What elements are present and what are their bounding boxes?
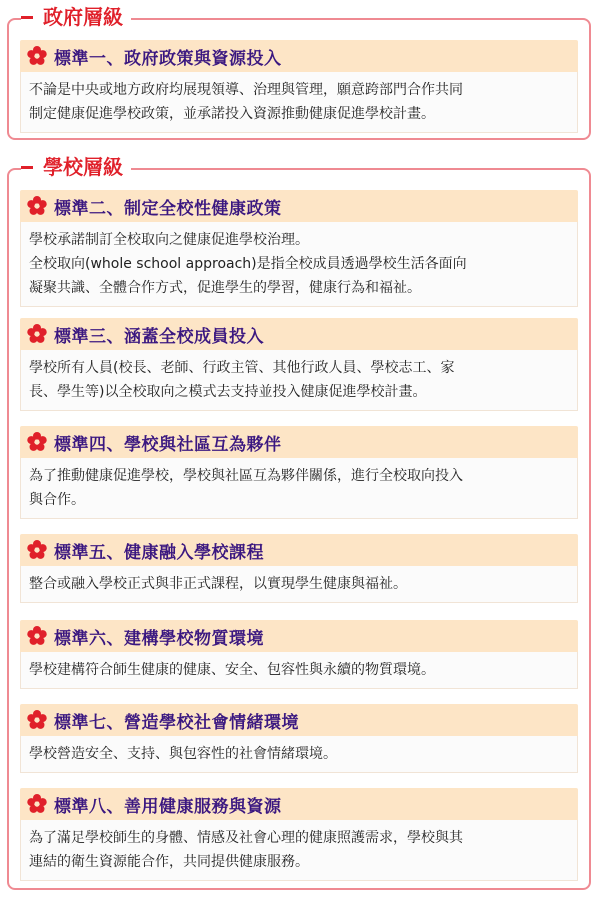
flower-icon (26, 431, 48, 453)
card-header (20, 534, 578, 566)
card-header (20, 704, 578, 736)
flower-icon (26, 195, 48, 217)
card-header (20, 426, 578, 458)
card-body (20, 458, 578, 519)
card-header (20, 318, 578, 350)
card-body (20, 820, 578, 881)
standard-card-7 (20, 704, 578, 773)
card-text-line: 學校營造安全、支持、與包容性的社會情緒環境。 (29, 746, 337, 762)
section-school (7, 155, 591, 890)
card-body (20, 652, 578, 689)
card-text-line: 學校所有人員(校長、老師、行政主管、其他行政人員、學校志工、家 (29, 360, 455, 376)
card-body (20, 222, 578, 307)
card-text-line: 與合作。 (29, 492, 85, 508)
card-title: 標準六、建構學校物質環境 (54, 628, 264, 649)
section-title (21, 3, 131, 31)
standard-card-8 (20, 788, 578, 881)
card-text-line: 全校取向(whole school approach)是指全校成員透過學校生活各面向 (29, 256, 467, 272)
card-text-line: 整合或融入學校正式與非正式課程，以實現學生健康與福祉。 (29, 576, 407, 592)
standard-card-2 (20, 190, 578, 307)
section-title-text: 政府層級 (43, 5, 123, 29)
card-body (20, 566, 578, 603)
card-title: 標準八、善用健康服務與資源 (54, 796, 282, 817)
card-title: 標準五、健康融入學校課程 (54, 542, 264, 563)
card-header (20, 40, 578, 72)
card-text-line: 凝聚共識、全體合作方式，促進學生的學習，健康行為和福祉。 (29, 280, 421, 296)
card-text-line: 學校承諾制訂全校取向之健康促進學校治理。 (29, 232, 309, 248)
card-text-line: 制定健康促進學校政策，並承諾投入資源推動健康促進學校計畫。 (29, 106, 435, 122)
standard-card-4 (20, 426, 578, 519)
flower-icon (26, 45, 48, 67)
card-text-line: 為了推動健康促進學校，學校與社區互為夥伴關係，進行全校取向投入 (29, 468, 463, 484)
flower-icon (26, 323, 48, 345)
dash-icon (21, 16, 33, 19)
flower-icon (26, 625, 48, 647)
card-header (20, 620, 578, 652)
card-text-line: 為了滿足學校師生的身體、情感及社會心理的健康照護需求，學校與其 (29, 830, 463, 846)
standard-card-1 (20, 40, 578, 133)
flower-icon (26, 539, 48, 561)
card-text-line: 長、學生等)以全校取向之模式去支持並投入健康促進學校計畫。 (29, 384, 427, 400)
dash-icon (21, 166, 33, 169)
card-body (20, 350, 578, 411)
card-title: 標準四、學校與社區互為夥伴 (54, 434, 282, 455)
card-title: 標準二、制定全校性健康政策 (54, 198, 282, 219)
card-body (20, 736, 578, 773)
flower-icon (26, 793, 48, 815)
section-government (7, 5, 591, 140)
standard-card-5 (20, 534, 578, 603)
section-title (21, 153, 131, 181)
standard-card-6 (20, 620, 578, 689)
card-text-line: 學校建構符合師生健康的健康、安全、包容性與永續的物質環境。 (29, 662, 435, 678)
card-body (20, 72, 578, 133)
section-title-text: 學校層級 (43, 155, 123, 179)
card-title: 標準一、政府政策與資源投入 (54, 48, 282, 69)
card-header (20, 190, 578, 222)
standard-card-3 (20, 318, 578, 411)
card-text-line: 連結的衛生資源能合作，共同提供健康服務。 (29, 854, 309, 870)
flower-icon (26, 709, 48, 731)
card-title: 標準三、涵蓋全校成員投入 (54, 326, 264, 347)
card-title: 標準七、營造學校社會情緒環境 (54, 712, 299, 733)
card-header (20, 788, 578, 820)
card-text-line: 不論是中央或地方政府均展現領導、治理與管理，願意跨部門合作共同 (29, 82, 463, 98)
